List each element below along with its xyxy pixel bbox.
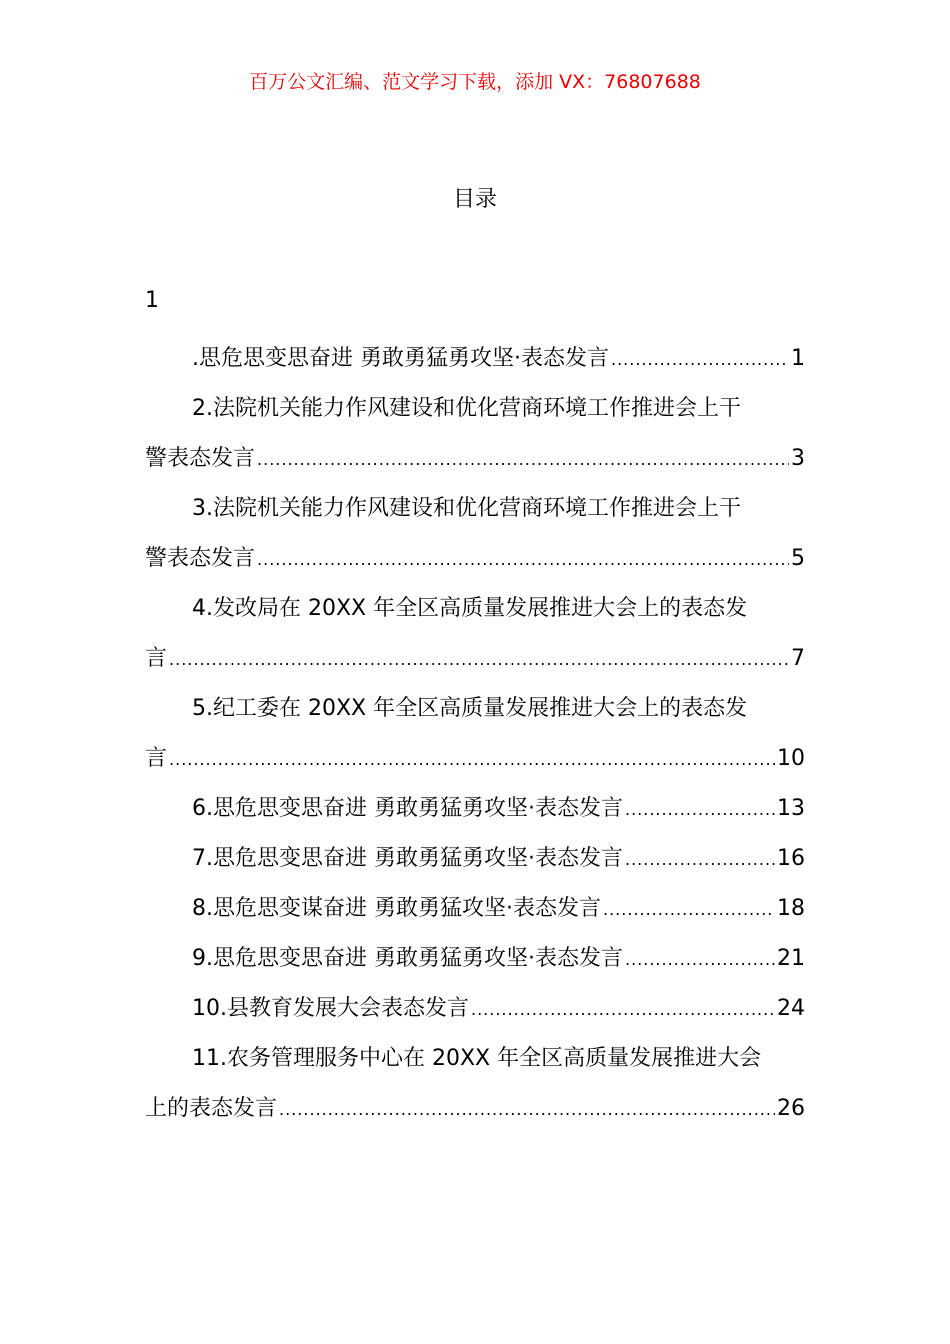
toc-orphan-number: 1: [145, 288, 159, 313]
toc-entry-page: 3: [791, 446, 805, 471]
toc-entry-3[interactable]: [145, 534, 805, 584]
toc-entry-5[interactable]: [145, 734, 805, 784]
toc-entry-title: 警表态发言: [145, 446, 256, 471]
toc-entry-title: 言: [145, 646, 168, 671]
toc-entry-8[interactable]: [145, 884, 805, 934]
toc-entry-page: 7: [791, 646, 805, 671]
toc-entry-title: 警表态发言: [145, 546, 256, 571]
toc-entry-2-line1[interactable]: 2.法院机关能力作风建设和优化营商环境工作推进会上干: [192, 396, 741, 421]
toc-entry-2[interactable]: [145, 434, 805, 484]
page-title: 目录: [452, 187, 497, 212]
toc-entry-page: 18: [777, 896, 805, 921]
toc-leader-dots: [169, 635, 789, 685]
toc-entry-title: 上的表态发言: [145, 1096, 278, 1121]
toc-entry-4[interactable]: [145, 634, 805, 684]
toc-entry-5-line1[interactable]: 5.纪工委在 20XX 年全区高质量发展推进大会上的表态发: [192, 696, 748, 721]
promo-header: 百万公文汇编、范文学习下载，添加 VX：76807688: [249, 71, 701, 93]
toc-entry-page: 16: [777, 846, 805, 871]
toc-entry-title: 言: [145, 746, 168, 771]
toc-entry-11-line1[interactable]: 11.农务管理服务中心在 20XX 年全区高质量发展推进大会: [192, 1046, 762, 1071]
toc-entry-page: 5: [791, 546, 805, 571]
toc-leader-dots: [625, 835, 775, 885]
toc-entry-title: 7.思危思变思奋进 勇敢勇猛勇攻坚·表态发言: [192, 846, 623, 871]
toc-leader-dots: [603, 885, 775, 935]
toc-entry-title: 8.思危思变谋奋进 勇敢勇猛攻坚·表态发言: [192, 896, 601, 921]
toc-entry-page: 21: [777, 946, 805, 971]
toc-entry-7[interactable]: [145, 834, 805, 884]
toc-entry-1[interactable]: [145, 334, 805, 384]
toc-leader-dots: [625, 785, 775, 835]
toc-entry-page: 26: [777, 1096, 805, 1121]
toc-entry-page: 24: [777, 996, 805, 1021]
toc-entry-page: 10: [777, 746, 805, 771]
toc-entry-10[interactable]: [145, 984, 805, 1034]
toc-entry-title: .思危思变思奋进 勇敢勇猛勇攻坚·表态发言: [192, 346, 609, 371]
toc-leader-dots: [279, 1085, 775, 1135]
toc-leader-dots: [257, 535, 789, 585]
toc-entry-page: 13: [777, 796, 805, 821]
toc-entry-title: 10.县教育发展大会表态发言: [192, 996, 469, 1021]
toc-entry-3-line1[interactable]: 3.法院机关能力作风建设和优化营商环境工作推进会上干: [192, 496, 741, 521]
toc-entry-title: 6.思危思变思奋进 勇敢勇猛勇攻坚·表态发言: [192, 796, 623, 821]
toc-entry-page: 1: [791, 346, 805, 371]
toc-entry-6[interactable]: [145, 784, 805, 834]
toc-entry-11[interactable]: [145, 1084, 805, 1134]
toc-entry-9[interactable]: [145, 934, 805, 984]
toc-leader-dots: [169, 735, 775, 785]
toc-entry-title: 9.思危思变思奋进 勇敢勇猛勇攻坚·表态发言: [192, 946, 623, 971]
table-of-contents: [145, 284, 805, 1134]
toc-leader-dots: [611, 335, 789, 385]
toc-entry-4-line1[interactable]: 4.发改局在 20XX 年全区高质量发展推进大会上的表态发: [192, 596, 748, 621]
toc-leader-dots: [257, 435, 789, 485]
toc-leader-dots: [471, 985, 775, 1035]
toc-leader-dots: [625, 935, 775, 985]
